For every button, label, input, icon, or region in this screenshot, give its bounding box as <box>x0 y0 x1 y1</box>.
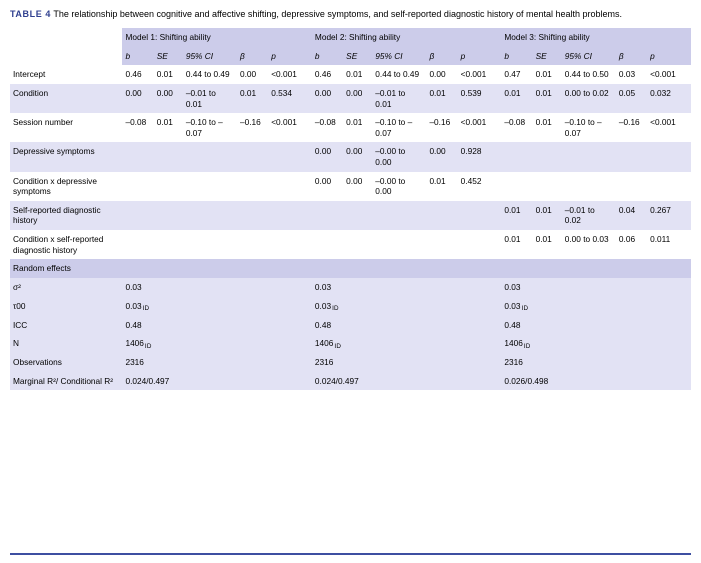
table-row <box>10 278 691 297</box>
cell-value: 0.06 <box>618 234 636 245</box>
cell-value: –0.01 to 0.01 <box>375 87 406 109</box>
cell-value <box>616 172 647 201</box>
cell-value: 2316 <box>314 357 334 368</box>
cell-value: <0.001 <box>460 69 487 80</box>
m3-col-p: p <box>647 47 691 66</box>
cell-value: 0.01 <box>535 234 552 245</box>
cell-value: –0.01 to 0.02 <box>564 204 595 226</box>
table-row <box>10 230 691 259</box>
caption-text: The relationship between cognitive and affective shifting, depressive symptoms, and self-reported diagnostic history of mental health problems. <box>53 9 623 19</box>
cell-value: 0.01 <box>535 204 552 215</box>
row-label <box>10 297 122 316</box>
table-row <box>10 201 691 230</box>
cell-value: 0.267 <box>650 204 671 215</box>
cell-value: –0.10 to –0.07 <box>375 117 413 138</box>
cell-value: <0.001 <box>460 117 487 128</box>
cell-value: 0.00 <box>346 175 363 186</box>
value-text: 1406 <box>125 338 144 349</box>
cell-value: 0.00 <box>429 69 446 80</box>
cell-value: 0.01 <box>239 87 257 98</box>
row-label: Self-reported diagnostic history <box>13 204 101 226</box>
cell-value: 0.01 <box>429 175 446 186</box>
cell-value: <0.001 <box>650 117 676 128</box>
cell-value: <0.001 <box>650 69 676 80</box>
cell-value: 0.01 <box>535 87 552 98</box>
value-text: 0.03 <box>125 300 142 311</box>
cell-value: –0.08 <box>504 117 526 128</box>
cell-value <box>268 172 312 201</box>
m1-col-p: p <box>268 47 312 66</box>
cell-value <box>372 230 426 259</box>
m1-col-ci: 95% CI <box>183 47 237 66</box>
subheader-row <box>10 47 691 66</box>
cell-value <box>343 201 372 230</box>
cell-value: 0.00 <box>314 175 332 186</box>
cell-value: 0.03 <box>314 281 332 292</box>
model-2-header: Model 2: Shifting ability <box>312 28 501 47</box>
cell-value: 0.44 to 0.50 <box>564 69 609 80</box>
cell-value <box>501 142 532 171</box>
cell-value <box>154 230 183 259</box>
cell-value <box>426 201 457 230</box>
model-header-row <box>10 28 691 47</box>
cell-value: 0.01 <box>504 87 521 98</box>
row-label: Observations <box>13 357 62 368</box>
m3-col-se: SE <box>533 47 562 66</box>
cell-value: 0.01 <box>156 117 173 128</box>
cell-value <box>647 172 691 201</box>
cell-value: 0.47 <box>504 69 521 80</box>
cell-value: 0.01 <box>535 117 552 128</box>
cell-value: 0.01 <box>504 234 521 245</box>
random-effects-header: Random effects <box>13 263 71 274</box>
cell-value <box>647 142 691 171</box>
cell-value <box>312 297 501 316</box>
cell-value: 0.05 <box>618 87 636 98</box>
cell-value: 0.00 <box>346 87 363 98</box>
m2-col-ci: 95% CI <box>372 47 426 66</box>
cell-value: <0.001 <box>271 69 297 80</box>
cell-value <box>562 172 616 201</box>
row-label: Session number <box>13 117 73 128</box>
cell-value: 0.01 <box>535 69 552 80</box>
cell-value: –0.08 <box>125 117 147 128</box>
table-row <box>10 334 691 353</box>
cell-value: 0.44 to 0.49 <box>185 69 230 80</box>
m1-col-beta: β <box>237 47 268 66</box>
table-row <box>10 316 691 335</box>
id-subscript: ID <box>521 305 529 312</box>
cell-value <box>122 201 153 230</box>
cell-value: –0.08 <box>314 117 336 128</box>
cell-value <box>122 142 153 171</box>
cell-value <box>122 172 153 201</box>
row-label: Condition x self-reported diagnostic history <box>13 234 104 255</box>
m2-col-b: b <box>312 47 343 66</box>
cell-value: 0.01 <box>346 69 363 80</box>
results-table <box>10 28 691 390</box>
bottom-rule <box>10 553 691 555</box>
table-row <box>10 65 691 84</box>
table-row <box>10 353 691 372</box>
cell-value <box>312 201 343 230</box>
cell-value: –0.16 <box>618 117 640 128</box>
m2-col-p: p <box>458 47 502 66</box>
cell-value: 0.01 <box>346 117 363 128</box>
cell-value <box>501 297 691 316</box>
cell-value: 0.534 <box>271 87 292 98</box>
cell-value: 0.48 <box>125 319 142 330</box>
m3-col-ci: 95% CI <box>562 47 616 66</box>
cell-value <box>154 201 183 230</box>
cell-value: 0.00 to 0.02 <box>564 87 609 98</box>
cell-value: 0.026/0.498 <box>504 375 549 386</box>
cell-value <box>533 172 562 201</box>
cell-value: 0.46 <box>314 69 332 80</box>
cell-value <box>237 142 268 171</box>
header-spacer <box>10 28 122 47</box>
table-row <box>10 372 691 391</box>
cell-value: 0.00 <box>156 87 173 98</box>
row-label <box>10 278 122 297</box>
cell-value: –0.00 to 0.00 <box>375 146 406 168</box>
cell-value <box>183 142 237 171</box>
cell-value: 0.032 <box>650 87 671 98</box>
cell-value: 0.03 <box>618 69 636 80</box>
cell-value: 0.011 <box>650 234 671 245</box>
table-row <box>10 84 691 113</box>
table-label: TABLE 4 <box>10 9 52 19</box>
cell-value: –0.01 to 0.01 <box>185 87 216 109</box>
cell-value <box>312 230 343 259</box>
random-effects-header-row <box>10 259 691 278</box>
cell-value <box>268 142 312 171</box>
cell-value <box>268 201 312 230</box>
m2-col-se: SE <box>343 47 372 66</box>
cell-value: 0.48 <box>504 319 521 330</box>
row-label: Condition x depressive symptoms <box>13 175 97 197</box>
m1-col-b: b <box>122 47 153 66</box>
value-text: 0.03 <box>504 300 521 311</box>
cell-value <box>562 142 616 171</box>
value-text: 0.03 <box>314 300 332 311</box>
cell-value <box>343 230 372 259</box>
cell-value <box>183 230 237 259</box>
cell-value: 0.00 <box>429 146 446 157</box>
cell-value <box>122 230 153 259</box>
cell-value: 0.00 <box>125 87 142 98</box>
row-label: ICC <box>13 319 28 330</box>
cell-value <box>122 334 311 353</box>
cell-value: 0.03 <box>125 281 142 292</box>
cell-value <box>268 230 312 259</box>
cell-value: –0.10 to –0.07 <box>564 117 602 138</box>
cell-value <box>183 201 237 230</box>
cell-value: 2316 <box>504 357 523 368</box>
m2-col-beta: β <box>426 47 457 66</box>
cell-value <box>501 172 532 201</box>
cell-value: <0.001 <box>271 117 297 128</box>
cell-value <box>312 334 501 353</box>
cell-value: 0.452 <box>460 175 482 186</box>
cell-value: 0.00 <box>314 87 332 98</box>
cell-value: 0.00 <box>314 146 332 157</box>
cell-value: –0.16 <box>429 117 451 128</box>
id-subscript: ID <box>332 305 339 312</box>
cell-value <box>501 334 691 353</box>
cell-value: 0.01 <box>504 204 521 215</box>
cell-value <box>237 201 268 230</box>
cell-value: 2316 <box>125 357 144 368</box>
cell-value: 0.03 <box>504 281 521 292</box>
cell-value <box>372 201 426 230</box>
cell-value <box>458 201 502 230</box>
value-text: 1406 <box>314 338 334 349</box>
row-label: N <box>13 338 19 349</box>
model-3-header: Model 3: Shifting ability <box>501 28 691 47</box>
cell-value: 0.00 <box>239 69 257 80</box>
cell-value: 0.00 to 0.03 <box>564 234 609 245</box>
sigma-squared-label: σ² <box>13 281 21 292</box>
cell-value: 0.04 <box>618 204 636 215</box>
id-subscript: ID <box>523 342 531 350</box>
m1-col-se: SE <box>154 47 183 66</box>
cell-value: 0.01 <box>156 69 173 80</box>
cell-value <box>533 142 562 171</box>
cell-value <box>458 230 502 259</box>
cell-value: –0.16 <box>239 117 261 128</box>
cell-value <box>154 142 183 171</box>
cell-value <box>122 297 311 316</box>
table-row <box>10 297 691 316</box>
cell-value: 0.46 <box>125 69 142 80</box>
table-row <box>10 113 691 142</box>
table-caption <box>10 8 691 20</box>
cell-value <box>183 172 237 201</box>
cell-value: –0.00 to 0.00 <box>375 175 406 197</box>
cell-value: 0.024/0.497 <box>125 375 170 386</box>
cell-value: 0.48 <box>314 319 332 330</box>
cell-value <box>616 142 647 171</box>
cell-value <box>426 230 457 259</box>
row-label: Condition <box>13 87 49 98</box>
table-row <box>10 142 691 171</box>
cell-value: 0.539 <box>460 87 482 98</box>
row-label: Intercept <box>13 69 46 80</box>
id-subscript: ID <box>144 342 152 350</box>
value-text: 1406 <box>504 338 523 349</box>
cell-value: 0.00 <box>346 146 363 157</box>
marginal-r2-label: Marginal R²/ Conditional R² <box>13 375 114 386</box>
id-subscript: ID <box>142 305 150 312</box>
cell-value: 0.01 <box>429 87 446 98</box>
m3-col-b: b <box>501 47 532 66</box>
row-label <box>10 372 122 391</box>
cell-value <box>237 230 268 259</box>
model-1-header: Model 1: Shifting ability <box>122 28 311 47</box>
cell-value: 0.024/0.497 <box>314 375 359 386</box>
id-subscript: ID <box>334 342 342 350</box>
cell-value: –0.10 to –0.07 <box>185 117 223 138</box>
cell-value <box>154 172 183 201</box>
subheader-spacer <box>10 47 122 66</box>
cell-value: 0.928 <box>460 146 482 157</box>
tau00-label: τ00 <box>13 300 26 311</box>
cell-value: 0.44 to 0.49 <box>375 69 420 80</box>
table-row <box>10 172 691 201</box>
m3-col-beta: β <box>616 47 647 66</box>
cell-value <box>237 172 268 201</box>
row-label: Depressive symptoms <box>13 146 95 157</box>
